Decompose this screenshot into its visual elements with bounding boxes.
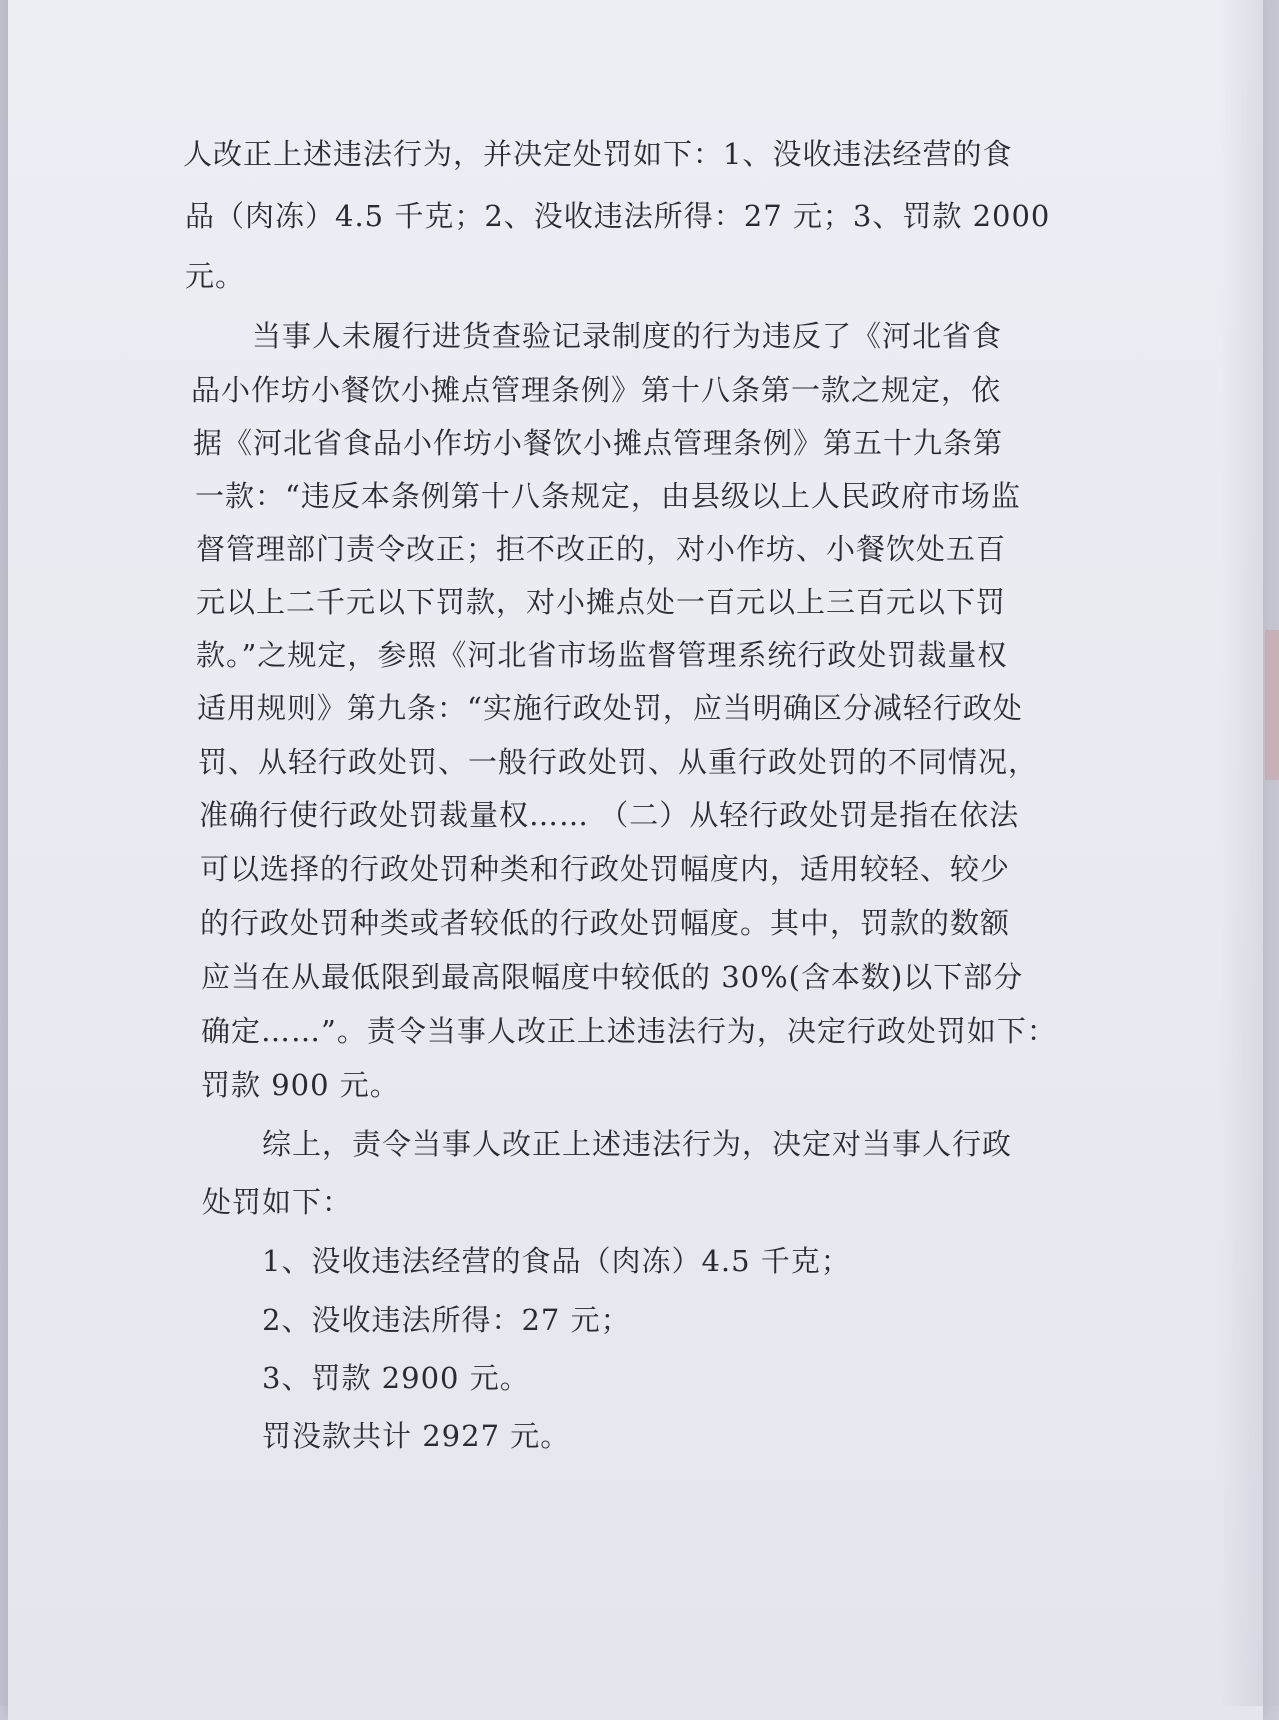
penalty-total: 罚没款共计 2927 元。 <box>262 1419 571 1453</box>
body-line: 督管理部门责令改正；拒不改正的，对小作坊、小餐饮处五百 <box>196 532 1007 566</box>
penalty-list-item: 1、没收违法经营的食品（肉冻）4.5 千克； <box>262 1244 851 1278</box>
body-line: 一款：“违反本条例第十八条规定，由县级以上人民政府市场监 <box>195 479 1021 513</box>
body-line: 的行政处罚种类或者较低的行政处罚幅度。其中，罚款的数额 <box>200 906 1011 940</box>
body-line: 元以上二千元以下罚款，对小摊点处一百元以上三百元以下罚 <box>196 585 1007 619</box>
body-line: 人改正上述违法行为，并决定处罚如下：1、没收违法经营的食 <box>183 137 1013 171</box>
body-line: 可以选择的行政处罚种类和行政处罚幅度内，适用较轻、较少 <box>200 852 1011 886</box>
body-line: 罚款 900 元。 <box>201 1068 400 1102</box>
body-line: 处罚如下： <box>202 1185 353 1219</box>
body-line: 应当在从最低限到最高限幅度中较低的 30%(含本数)以下部分 <box>201 960 1024 994</box>
penalty-list-item: 2、没收违法所得：27 元； <box>262 1303 631 1337</box>
body-line: 确定……”。责令当事人改正上述违法行为，决定行政处罚如下： <box>201 1014 1057 1048</box>
body-line: 据《河北省食品小作坊小餐饮小摊点管理条例》第五十九条第 <box>193 426 1004 460</box>
body-line: 罚、从轻行政处罚、一般行政处罚、从重行政处罚的不同情况， <box>198 745 1039 779</box>
body-line: 综上，责令当事人改正上述违法行为，决定对当事人行政 <box>262 1127 1013 1161</box>
body-line: 当事人未履行进货查验记录制度的行为违反了《河北省食 <box>252 319 1003 353</box>
body-line: 品（肉冻）4.5 千克；2、没收违法所得：27 元；3、罚款 2000 <box>185 199 1051 233</box>
penalty-list-item: 3、罚款 2900 元。 <box>262 1361 530 1395</box>
body-line: 款。”之规定，参照《河北省市场监督管理系统行政处罚裁量权 <box>196 638 1008 672</box>
body-line: 品小作坊小餐饮小摊点管理条例》第十八条第一款之规定，依 <box>191 373 1002 407</box>
body-line: 元。 <box>185 259 246 293</box>
body-line: 适用规则》第九条：“实施行政处罚，应当明确区分减轻行政处 <box>197 691 1023 725</box>
body-line: 准确行使行政处罚裁量权…… （二）从轻行政处罚是指在依法 <box>199 798 1020 832</box>
